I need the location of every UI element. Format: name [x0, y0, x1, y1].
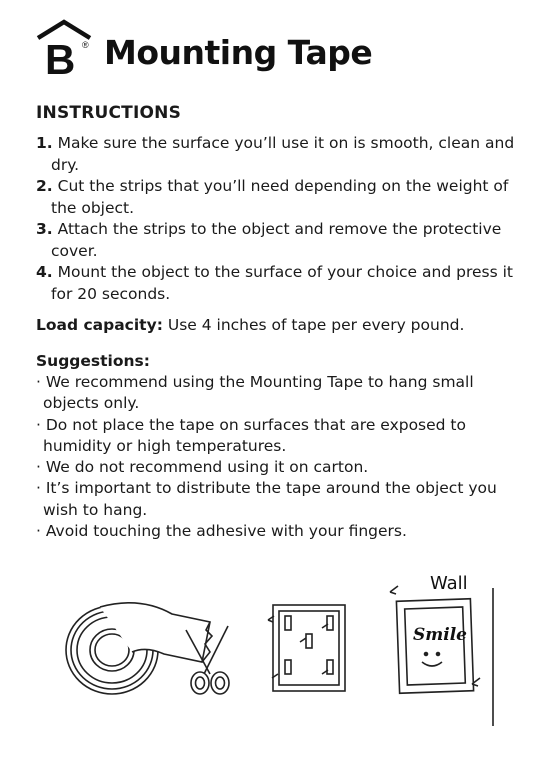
illustration-panel: [60, 570, 510, 730]
instruction-step: [36, 262, 522, 305]
step-number: 3.: [36, 220, 53, 238]
step-number: 1.: [36, 134, 53, 152]
suggestion-item: · It’s important to distribute the tape around the object you wish to hang.: [36, 479, 497, 519]
step-text: Cut the strips that you’ll need depending on the weight of the object.: [51, 177, 509, 217]
step-number: 2.: [36, 177, 53, 195]
step-text: Make sure the surface you’ll use it on is smooth, clean and dry.: [51, 134, 515, 174]
page-title: Mounting Tape: [104, 33, 373, 72]
suggestions-list: [36, 372, 522, 542]
suggestion-item: · We recommend using the Mounting Tape to hang small objects only.: [36, 373, 474, 413]
step-number: 4.: [36, 263, 53, 281]
load-capacity-label: Load capacity:: [36, 316, 163, 334]
step-text: Mount the object to the surface of your choice and press it for 20 seconds.: [51, 263, 513, 303]
instruction-step: [36, 176, 522, 219]
brand-logo-icon: [34, 16, 98, 80]
frame-smile-text: Smile: [413, 625, 467, 645]
suggestion-item: · We do not recommend using it on carton.: [36, 458, 369, 477]
wall-label: Wall: [430, 573, 468, 594]
suggestion-item: · Do not place the tape on surfaces that are exposed to humidity or high temperatures.: [36, 415, 466, 455]
instructions-heading: INSTRUCTIONS: [36, 103, 182, 123]
load-capacity: [36, 315, 522, 337]
suggestion-item: · Avoid touching the adhesive with your fingers.: [36, 522, 407, 541]
instruction-steps: [36, 133, 522, 305]
instruction-step: [36, 219, 522, 262]
registered-mark: ®: [82, 40, 89, 50]
tape-roll-icon: [66, 603, 212, 694]
load-capacity-text: Use 4 inches of tape per every pound.: [167, 316, 465, 334]
instruction-step: [36, 133, 522, 176]
step-text: Attach the strips to the object and remove the protective cover.: [51, 220, 502, 260]
logo-letter: B: [45, 36, 76, 80]
wall-mount-icon: [390, 586, 493, 726]
frame-back-icon: [268, 605, 345, 691]
suggestions-heading: Suggestions:: [36, 352, 150, 370]
